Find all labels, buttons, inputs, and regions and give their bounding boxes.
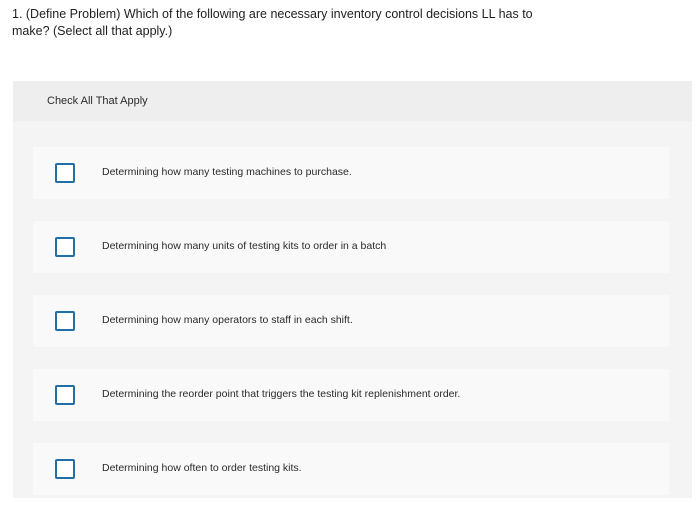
checkbox-icon[interactable]: [55, 459, 75, 479]
check-all-that-apply-label: Check All That Apply: [47, 95, 148, 107]
option-label: Determining how many testing machines to purchase.: [102, 166, 352, 178]
checkbox-icon[interactable]: [55, 311, 75, 331]
option-label: Determining how many units of testing kits to order in a batch: [102, 240, 387, 252]
options-list: [13, 121, 692, 498]
option-label: Determining how many operators to staff in each shift.: [102, 314, 353, 326]
option-label: Determining how often to order testing kits.: [102, 462, 302, 474]
option-4[interactable]: [33, 369, 669, 421]
option-5[interactable]: [33, 443, 669, 495]
answer-panel: [13, 81, 692, 498]
option-label: Determining the reorder point that triggers the testing kit replenishment order.: [102, 388, 461, 400]
checkbox-icon[interactable]: [55, 385, 75, 405]
option-2[interactable]: [33, 221, 669, 273]
panel-header: [13, 81, 692, 121]
checkbox-icon[interactable]: [55, 163, 75, 183]
option-3[interactable]: [33, 295, 669, 347]
question-text: 1. (Define Problem) Which of the following are necessary inventory control decisions LL has to make? (Select all that apply.): [12, 7, 533, 38]
checkbox-icon[interactable]: [55, 237, 75, 257]
option-1[interactable]: [33, 147, 669, 199]
